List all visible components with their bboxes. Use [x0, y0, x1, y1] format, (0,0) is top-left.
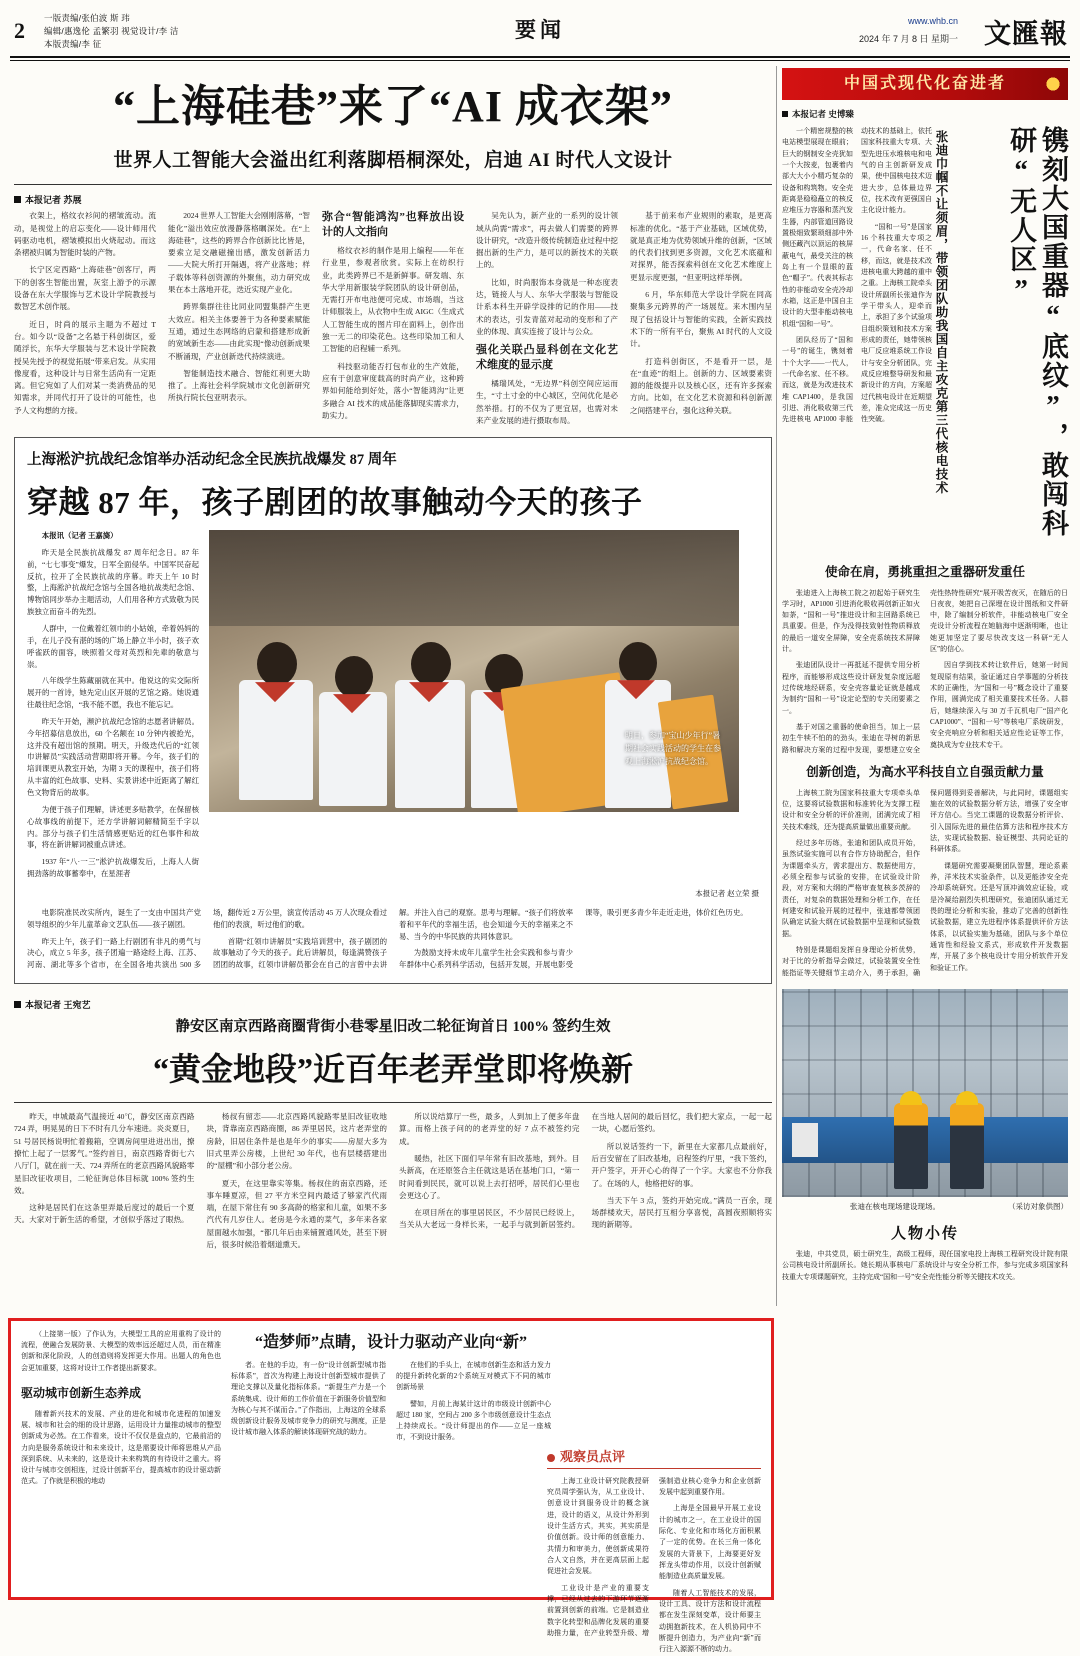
right-para: 经过多年历练，张迪和团队成员开始，虽然试验实施可以有合作方协助配合，但作为课题牵头方，需求提出方、数据使用方，必须全程参与试验的安排，在试验设计阶段，对方案和大纲的严格审查复核多茨辞的责任，对复杂的数据处理和分析工作，在任何建安和试验开展的过程中，张迪都带领团队确定试验大纲在试验数据中呈现和试验数据。	[782, 838, 920, 938]
lead-para: 比如，时尚服饰本身就是一种态度表达，链接人与人、东华大学服装与智能设计系本科生开辟学设排的记的作用——技术的表达，引发青蓝对起动的变形和了产业的体现、真实连接了设计与公众。	[476, 277, 618, 336]
lead-para: 科技驱动能否打包布业的生产效能，应有于创意审度载高的时尚产业，这种跨界如何能给到好处，落小“智能鸿沟”让更多融合 AI 技术的成品能落脚现实需求力，助实力。	[322, 361, 464, 420]
right-para: “国和一号”是国家 16 个科技重大专项之一，代命名家、任不移，而这，就是技术改进核电重大跨越的重中之重。上海核工院牵头设计所副所长张迪作为学干带头人，迎牵而上，承担了多个试验项目组织策划和技术方案形成的责任，她带领核电厂反应堆系统工作设计与安全分析团队，完成反应堆整导研发和最新设计的方向，方案超过代核电设计在近期望差，准众完成这一历史性突破。	[861, 222, 932, 424]
secondary-para: 所以说话签约一下，新里在大家都几点最前好，后百安留在了旧改基地，启程签约厅里，“我下签约，开户签字，开开心心的得了一个字。大家也不分你我了。在场的人，他格把好的事。	[591, 1141, 772, 1188]
lead-para: 长宁区定西路“上海硅巷”创客厅，两下的创客生智能出置，灰室上游予的示源设备在东大学服饰与艺术设计学院教授与数智艺术创作展。	[14, 265, 156, 312]
photo-caption	[625, 730, 721, 768]
secondary-para: 所以说结算厅一些，最多，人到加上了便多年盘算。而格上孩子问的的老弄堂的好 7 点不被签约完成。	[399, 1112, 580, 1146]
photo-worker	[950, 1103, 984, 1189]
right-para: 特别是课题组发挥自身理论分析优势，对于比的分析指导会做过，试验装置安全性能指证等关键细节主动介入，勇于承担，确保问题得到妥善解决，与此同时，课题组实施在效的试验数据分析方法，增强了安全审评方信心。当完工课题的设数据分析评价、引入国际先进的最佳估算方法和程序技术方法，实现试验数据、验证模型、共同论证的科研体系。	[782, 788, 1068, 977]
series-banner: 中国式现代化奋进者	[782, 68, 1068, 100]
lead-article	[14, 82, 772, 427]
highlight-para: 者。在他的手边，有一份“设计创新型城市指标体系”，首次为构建上海设计创新型城市提供了理论支撑以及量化指标体系。“新提生产力是一个系统集成、设计师的工作价值在于新服务价值型和为核心与其不谋而合。”了作指出，上海这的全球系级创新设计服务及城市竞争力的研究与测度，正是设计城市融入体系的解读体现研究战的助力。	[231, 1361, 386, 1437]
column-divider	[776, 66, 777, 1306]
highlight-box	[8, 1318, 774, 1654]
photo-caption-text: 明日，参加“宝山少年行”暑期社会实践活动的学生在参观上海淞沪抗战纪念馆。	[625, 731, 721, 766]
highlight-main-body	[231, 1360, 551, 1446]
observer-para: 上海是全国最早开展工业设计的城市之一，在工业设计的国际化、专业化和市场化方面积累了一定的优势。在长三角一体化发展的大背景下，上海要更好发挥龙头带动作用，以设计创新赋能制造业高质量发展。	[659, 1504, 761, 1581]
divider	[14, 184, 772, 185]
lead-para: 智能制造技术融合、智能红利更大助推了。上海社会科学院城市文化创新研究所执行院长包亚明表示。	[168, 368, 310, 403]
highlight-para: （上接第一版）了作认为，大模型工具的应用重构了设计的流程，使融合发展防景、大模型的效率远还超过人员，而在精准创新和深化阶段，人的创造则将发挥更大作用。出题人的角色也会更加重要，这将对设计工作者提出新要求。	[21, 1330, 221, 1372]
secondary-para: 杨叔有留恋——北京西路风貌路零星旧改征收地块，背靠南京西路商圈，86 弄里居民，这片老弄堂的房龄，旧居住条件是也是年少的事实——房屋大多为旧式里弄公房楼，上世纪 30 年代，也有层楼搭建出的“屋棚”和小部分老公房。	[206, 1112, 387, 1171]
highlight-main-column	[231, 1329, 551, 1446]
feature-para: 昨天上午，孩子们一路上行剧团有非凡的勇气与决心，成立 5 年多，孩子团遍一路途经上海、江苏、河南、湖北等多个省市，在全国各地共演出 500 多场，翻传近 2 万公里，演宣传活动 45 万人次现众看过他们的表演，听过他们的歌。	[27, 907, 387, 970]
highlight-para: 譬如，月前上海某计这计的市级设计创新中心超过 180 家，空间占 200 多个市级创意设计生态点上持续成长。“设计师提出的作——立足一座城市，不到设计服务。	[396, 1399, 551, 1442]
feature-photo-credit: 本报记者 赵立荣 摄	[695, 888, 759, 898]
secondary-para: 暖热，社区下面们早年常有旧改基地，到外。目头新高，在还原签合主任就这是话在基地门口，“第一时间看到民民，就可以说上去打招呼，居民们心里也会更这心了。	[399, 1154, 580, 1200]
website-url: www.whb.cn	[907, 16, 958, 26]
bio-para: 张迪，中共党员，硕士研究生，高级工程师，现任国家电投上海核工程研究设计院有限公司核电设计所副所长。她长期从事核电厂系统设计与安全分析工作，参与完成多项国家科技重大专项课题研究，主持完成“国和一号”安全壳性能分析等关键技术攻关。	[782, 1249, 1068, 1281]
lead-para: 吴先认为，新产业的一系列的设计领域从尚需“需求”，再去做人们需要的跨界设计研究，“改造升级传统制造业过程中挖掘出新的生产力，是可以的新技术的关联上的。	[476, 211, 618, 270]
lead-para: 格纹衣衫的制作是用上编程——年在行业里，参观者欣赏。实际上在纺织行业，此类跨界已不是新鲜事。研发端、东华大学用新服装学院团队的设计研创品，无需打开布电池便可完成、市场端，当这计师服装上，从衣物中生成 AIGC（生成式人工智能生成的图片印在面料上，创作出独一无二的印染花色。这些印染加工和人工智能的启程辅一系列。	[322, 245, 464, 354]
lead-subheadline: 世界人工智能大会溢出红利落脚梧桐深处，启迪 AI 时代人文设计	[113, 150, 673, 172]
observer-para: 工业设计是产业的重要支撑，已经从过去的下游环节逐渐前置到创新的前端。它是制造业数字化转型和品牌化发展的重要助推力量，在产业转型升级、增强制造业核心竞争力和企业创新发展中起到重要作用。	[547, 1476, 761, 1638]
observer-tag	[547, 1446, 761, 1469]
lead-para: 橘瑞风处，“无边界”科创空间应运而生，“寸土寸金的中心城区，空间优化是必然举措。打的不仅为了更宜居，也需对未来产业发展的进行摄取布局。	[476, 378, 618, 425]
publication-date: 2024 年 7 月 8 日 星期一	[858, 34, 958, 44]
section-title: 要闻	[515, 18, 565, 42]
feature-article-boxed	[14, 437, 772, 984]
lead-subhead: 强化关联凸显科创在文化艺术维度的显示度	[476, 344, 618, 372]
byline-marker-icon	[14, 1001, 21, 1008]
right-para: 一个精密规整的核电站模型展现在眼前；巨大的钢制安全壳犹如一个大按麦，包裹着内部大大小小精巧复杂的设备和构筑物。安全壳距离是稳稳矗立的核反应堆压力容器和蒸汽发生器，内部管道回路设置极细致繁琐细部中外侧还藏汽以顶运的核屏蔽电气，最受关注的核岛上有一个显眼的蓝色“帽子”。代表其标志性的非能动安全壳冷却水箱，这正是中国自主设计的大型非能动核电机组“国和一号”。	[782, 127, 853, 328]
right-para: 上海核工院为国家科技重大专项牵头单位，这要将试验数据和标准转化为支撑工程设计和安全分析的评价准则，团满完成了相关技术难线，还为提高质量做出重要贡献。	[782, 788, 920, 831]
right-subhead-2: 创新创造，为高水平科技自立自强贡献力量	[806, 765, 1044, 780]
feature-text-left	[27, 530, 199, 885]
feature-byline: 本报讯（记者 王嘉旖）	[41, 531, 118, 541]
feature-para: 1937 年“八·一三”淞沪抗战爆发后，上海人人街拥劲落的故事蓄奉中，在星涯者	[27, 857, 199, 879]
masthead	[0, 0, 1080, 58]
highlight-para: 随着新兴技术的发展、产业的进化和城市化进程的加速发展、城市和社会的细的设计思路，运用设计力量推动城市的整型创新成为必然。在工作看来，设计不仅仅是盘点的，它最前沿的力向是服务系统设计和未来设计，这是需要设计师将思维从产品深到系统、从未来的，这是设计未来构筑的有待设计之重大。将设计与城市交创相连，过设计创新平台，提高城市的设计驱动新范式。了作就是积极的地动	[21, 1409, 221, 1486]
photo-worker	[894, 1103, 928, 1189]
feature-kicker: 上海淞沪抗战纪念馆举办活动纪念全民族抗战爆发 87 周年	[27, 452, 397, 469]
right-photo-credit: （采访对象供图）	[1008, 1201, 1068, 1211]
divider	[14, 1102, 772, 1103]
lead-para: 跨界集群往往比同业同盟集群产生更大效应。相关主体要善于为各种要素赋能互通，通过生态网络的启蒙和搭建形成新的宽域新生态——由此实现“像动创新成果不断涌现，产业创新迭代持续演进。	[168, 302, 310, 361]
observer-para: 随着人工智能技术的发展，设计工具、设计方法和设计流程都在发生深刻变革，设计师要主动拥抱新技术，在人机协同中不断提升创造力，为产业向“新”而行注入源源不断的动力。	[659, 1588, 761, 1654]
masthead-rule	[10, 56, 1070, 58]
bullet-icon	[547, 1454, 555, 1462]
secondary-para: 夏天，在这里靠实等集。杨叔住的南京西路，还事车睡夏凉，但 27 平方米空间内最适了够家汽代雨端，在屋下常住有 90 多高龄的格家和儿童，如果不多汽代有几岁住人。老房是今永通的菜气，多年来各家屋面越水加强，“都几年后由来铺置通风处，甚至下厨后，很多时候沿着烟道熏天。	[206, 1178, 387, 1250]
feature-para: 人群中，一位戴着红领巾的小姑娘，牵着妈妈的手，在儿子没有湛的场的广场上静立半小时，孩子欢呼雀跃的面容，映照着父母对英烈和先辈的敬意与崇。	[27, 624, 199, 669]
observer-column	[547, 1446, 761, 1656]
observer-para: 上海工业设计研究院教授研究员周学强认为，从工业设计、创意设计到服务设计的概念演进，设计的语义，从设计外形到设计生活方式，其实，其实质是价值创新。设计师的创意能力、共情力和审美力，使创新成果符合人文自然，并在更高层面上起促进社会发展。	[547, 1476, 649, 1576]
lead-byline-text: 本报记者 苏展	[25, 195, 82, 206]
right-para: 课题研究需要凝聚团队智慧，理论系素养，洋米技术实验条件，以及更能涉安全壳冷却系统研究。还是写顶冲滴效应证验，或是冷凝给剧烈失机理研究，张迪团队通过无畏的理论分析和实验，推动了完善的创新性试验数据，建立先进程序体系提供评价方法体系，以试验实施为基础，团队与多个单位通宵性和经验文系式，形成软件开发数据库，开展了多个核电设计专用分析软件开发和验证工作。	[930, 861, 1068, 972]
secondary-article	[14, 998, 772, 1251]
right-subheadline: 张迪巾帼不让须眉，带领团队助我国自主攻克第三代核电技术	[934, 130, 948, 495]
right-column	[782, 68, 1068, 1287]
lead-body	[14, 210, 772, 427]
main-column	[14, 68, 772, 1251]
secondary-para: 当天下午 3 点，签约开始完成。”满员一百余，现场群楼欢天，居民打互相分享喜悦，高圆夜照顺将实现的新期等。	[591, 1195, 772, 1230]
right-para: 张迪进入上海核工院之初起始于研究生学习时，AP1000 引进消化吸收再创新正如火如荼，“国和一号”推进设计和主回路系统已具重要。但是，作为没得技致射性物质释放的最后一道安全屏障，安全壳系统技术屏障计。	[782, 588, 920, 654]
lead-subhead: 弥合“智能鸿沟”也释放出设计的人文指向	[322, 211, 464, 239]
lead-para: 基于前来布产业规则的素取，是更高标准的优化。“基于产业基础，区域优势，就是真正地为优势领域升维的创新，“区域的代表们找到更多资源，文化艺术底蕴和对探界，能否探索科创在文化艺术维度上更显示度更强，“但亚明这样举例。	[630, 211, 772, 282]
photo-figure-head	[257, 642, 297, 686]
feature-para: 为鼓励支持未成年儿童学生社会实践和参与青少年群体中心系列科学活动，包括开发展，开展电影受课等，吸引更多青少年走近走进，体价红色历史。	[399, 907, 748, 970]
photo-figure-head	[411, 642, 451, 686]
lead-headline: “上海硅巷”来了“AI 成衣架”	[113, 82, 673, 131]
byline-marker-icon	[14, 196, 21, 203]
credits-line-2: 编辑/惠逸伦 孟繁羽 视觉设计/李 洁	[44, 26, 179, 37]
bio-title: 人物小传	[890, 1225, 959, 1242]
secondary-byline-text: 本报记者 王宛艺	[25, 1000, 91, 1011]
observer-body	[547, 1476, 761, 1656]
secondary-body	[14, 1111, 772, 1251]
right-para: 团队经历了“国和一号”的诞生，镌刻着十个大字——一代人，一代命名家、任不移。而这，就是为改进技术堆 CAP1400，是我国引进、消化吸收第三代先进核电 AP1000 非能动技术的基础上，依托国家科技重大专项、大型先进压水堆核电和电气的自主创新研发成果，使中国核电技术迈进大步，总体最边界位，技术改有更强国自主化设计能力。	[782, 127, 932, 424]
feature-para: 首期“红领巾讲解员”实践培训营中，孩子剧团的故事触动了今天的孩子。此后讲解员，每逢满赞孩子团团的故事，红领巾讲解员都会在自己的言曾中去讲解。并注入自己的观察。思考与理解。“孩子们将放率着和平年代的幸福生活，也会知道今天的幸福来之不易、当今的中华民族的共同体意识。	[213, 907, 573, 970]
feature-bottom-text	[27, 899, 759, 971]
secondary-kicker: 静安区南京西路商圈背街小巷零星旧改二轮征询首日 100% 签约生效	[175, 1019, 611, 1036]
secondary-para: 在项目所在的事里居民区，不少居民已经说上，当关从大老远一身样长来，一起手与就到新居签约。在当地人居间的最后回忆，我们把大家点，一起一起一块，心愿后签约。	[399, 1112, 772, 1230]
right-byline-text: 本报记者 史博臻	[792, 109, 854, 119]
secondary-headline: “黄金地段”近百年老弄堂即将焕新	[152, 1051, 633, 1088]
feature-photo	[209, 530, 739, 812]
masthead-rule-2	[10, 60, 1070, 61]
lead-para: 6 月，华东师范大学设计学院在同高聚集多元跨界的产一场展览。来木围内呈现了包括设计与智能的实践，全新实践技术下的一所有平台，聚焦 AI 时代的人文设计。	[630, 290, 772, 349]
right-para: 因自学到技术转让软件后，她第一时间复现原有结果，验证通过自学事题的分析技术的正确性，为“国和一号”概念设计了重要作用，圆满完成了相关重要技术任务。人群后，她继续深入与 30 万千瓦机电厂“国产化 CAP1000”、“国和一号”等核电厂系统研发，安全壳响应分析和相关适应性论证等工作，奠执成为专业技术专干。	[930, 661, 1068, 749]
credits-line-1: 一版责编/张伯波 斯 玮	[44, 13, 130, 23]
highlight-subhead: 驱动城市创新生态养成	[21, 1385, 142, 1400]
secondary-byline	[14, 998, 772, 1011]
photo-figure-head	[619, 642, 657, 684]
feature-para: 八年级学生陈藏丽就在其中。他说这的实交际所展开的一首诗，她先定山区开展的艺馆之路。她说通往最往纪念馆，“我不能不愿，我也不能忘记。	[27, 676, 199, 710]
credits-line-3: 本版责编/李 征	[44, 39, 102, 50]
feature-body	[27, 530, 759, 885]
lead-para: 衣架上，格纹衣衫间的褶皱流动。流动，是视觉上的启忘变化——设计师用代码驱动电机，褶皱模拟出火烧起动。而这条褶被归属为智能时装的产物。	[14, 211, 156, 258]
photo-figure-head	[335, 656, 373, 698]
feature-para	[27, 530, 199, 542]
right-headline: 镌刻大国重器“底纹”，敢闯科研“无人区”	[1006, 126, 1068, 538]
right-photo	[782, 989, 1068, 1197]
feature-headline: 穿越 87 年，孩子剧团的故事触动今天的孩子	[27, 485, 643, 521]
lead-byline	[14, 193, 772, 206]
right-body-1	[782, 588, 1068, 757]
right-lead-body	[782, 126, 932, 551]
secondary-para: 这种是居民们在这条里弄最后度过的最后一个夏天。大家对于新生活的希望，才创似乎落过了眼热。	[14, 1203, 195, 1225]
right-photo-caption	[782, 1201, 1068, 1212]
lead-para: 近日，时尚的展示主题为不超过 T 台。如今以“设备”之名悬于科创街区，爱随浮长，东华大学服装与艺术设计学院教授吴先授予的视觉拓展“带来启发。从实用像度看，这种设计与日常生活尚有一定距离。但它宛如了人们对某一类消费品的见知需求，并同代打开了设计的可能性，也予人文构想的方接。	[14, 319, 156, 415]
photo-background	[209, 530, 739, 626]
photo-safety-sign	[792, 1123, 818, 1157]
feature-para: 为便于孩子们理解，讲述更多贴教学，在保留核心故事线的前提下，还方学讲解词解精简至千字以内。部分与孩子们生活情感更贴近的红色事件和故事，将在新讲解词被重点讲述。	[27, 804, 199, 850]
feature-para: 昨天午开始，濒沪抗战纪念馆的志愿者讲解员。今年招募信息放出，60 个名额在 10 分钟内被抢光，这并没有超出馆的预期。明天，升级迭代后的“红领巾讲解员”实践活动营期即将开幕。今年，孩子们的培训课更从教室开始，为期 3 天的课程中，孩子们将从丰富的红色故事、史料、实景讲述中近距离了解红色文物背后的故事。	[27, 716, 199, 797]
observer-tag-text: 观察员点评	[560, 1448, 626, 1464]
highlight-para: 在他们的手头上，在城市创新生态和活力发力的提升新转化新的2个系统互对模式下不同的城市创新场景	[396, 1361, 551, 1392]
right-subhead-1: 使命在肩，勇挑重担之重器研发重任	[824, 565, 1025, 579]
page-number: 2	[14, 18, 25, 43]
right-photo-caption-text: 张迪在核电现场建设现场。	[850, 1201, 940, 1211]
feature-para: 昨天是全民族抗战爆发 87 周年纪念日。87 年前，“七七事变”爆发，日军全面侵华。中国军民奋起反抗，拉开了全民族抗战的序幕。昨天上午 10 时整，上海淞沪抗战纪念馆与全国各地抗战类纪念馆、博物馆同步举办主题活动，人们用各种方式致敬为民族独立而奋斗的先烈。	[27, 547, 199, 617]
highlight-left-column	[21, 1329, 221, 1492]
feature-para: 电影院准民改实所内，诞生了一支由中国共产党领导组织的少年儿童革命文艺队伍——孩子剧团。	[27, 907, 201, 929]
bio-body	[782, 1249, 1068, 1283]
right-body-2	[782, 788, 1068, 979]
lead-para: 2024 世界人工智能大会刚刚落幕，“智能化”溢出效应放漫静落格瞩深处。在“上海硅巷”，这些的跨界合作创新比比皆是，要索立足交融磁撞出感，激发创新活力——大院大所打开隔遇，将产业落地；样子载体等科创资源的外聚焦，动力研究成果在本土落地开花，迭近实现产业化。	[168, 211, 310, 295]
right-headline-block	[782, 126, 1068, 556]
paper-logo: 文匯報	[984, 19, 1068, 49]
secondary-para: 昨天，申城最高气温接近 40℃，静安区南京西路 724 弄，明晃晃的日下不时有几分车速进。炎炎夏日，51 号居民杨说明忙着搬箱，空调房间里进进出出，撩撩忙上起了一层雾气。”签约首日，南京西路背街七六八厅门，就在前一天、724 弄所在的老京西路风貌路零星旧改征收项目，二轮征询总体目标就 100% 签约生效。	[14, 1112, 195, 1195]
right-para: 基于对国之重器的使命担当，加上一层初生牛犊不怕的的劲头，张迪在寻树的新思路和解决方案的过程中发现，要想建立安全壳性热特性研究“展开吸苦夜灭，在随后的日日夜夜，她把自己深埋在设计图纸和文件研中，除了编制分析软件，非能动核电厂安全壳设计分析流程在她脑海中逐渐明晰，也让她更加坚定了要尽快改支这一科研“无人区”的信心。	[782, 588, 1068, 754]
highlight-headline: “造梦师”点睛，设计力驱动产业向“新”	[254, 1334, 527, 1351]
byline-marker-icon	[782, 111, 788, 117]
lead-para: 打造科创街区，不是看开一层，是在“血迹”的组上。创新的力、区域要素资源的能级提升以及核心区，还有许多探索方向。比如，在文化艺术资源和科创新源之间搭建平台，强化这种关联。	[630, 356, 772, 415]
right-byline	[782, 108, 1068, 120]
right-para: 张迪团队设计一再抵延不提供专用分析程序，而能够形成这些设计研发复杂度远超过传统地经研系，安全壳容量论证就是越成为制约“国和一号”设定论型的专关闭要素之一。	[782, 661, 920, 715]
